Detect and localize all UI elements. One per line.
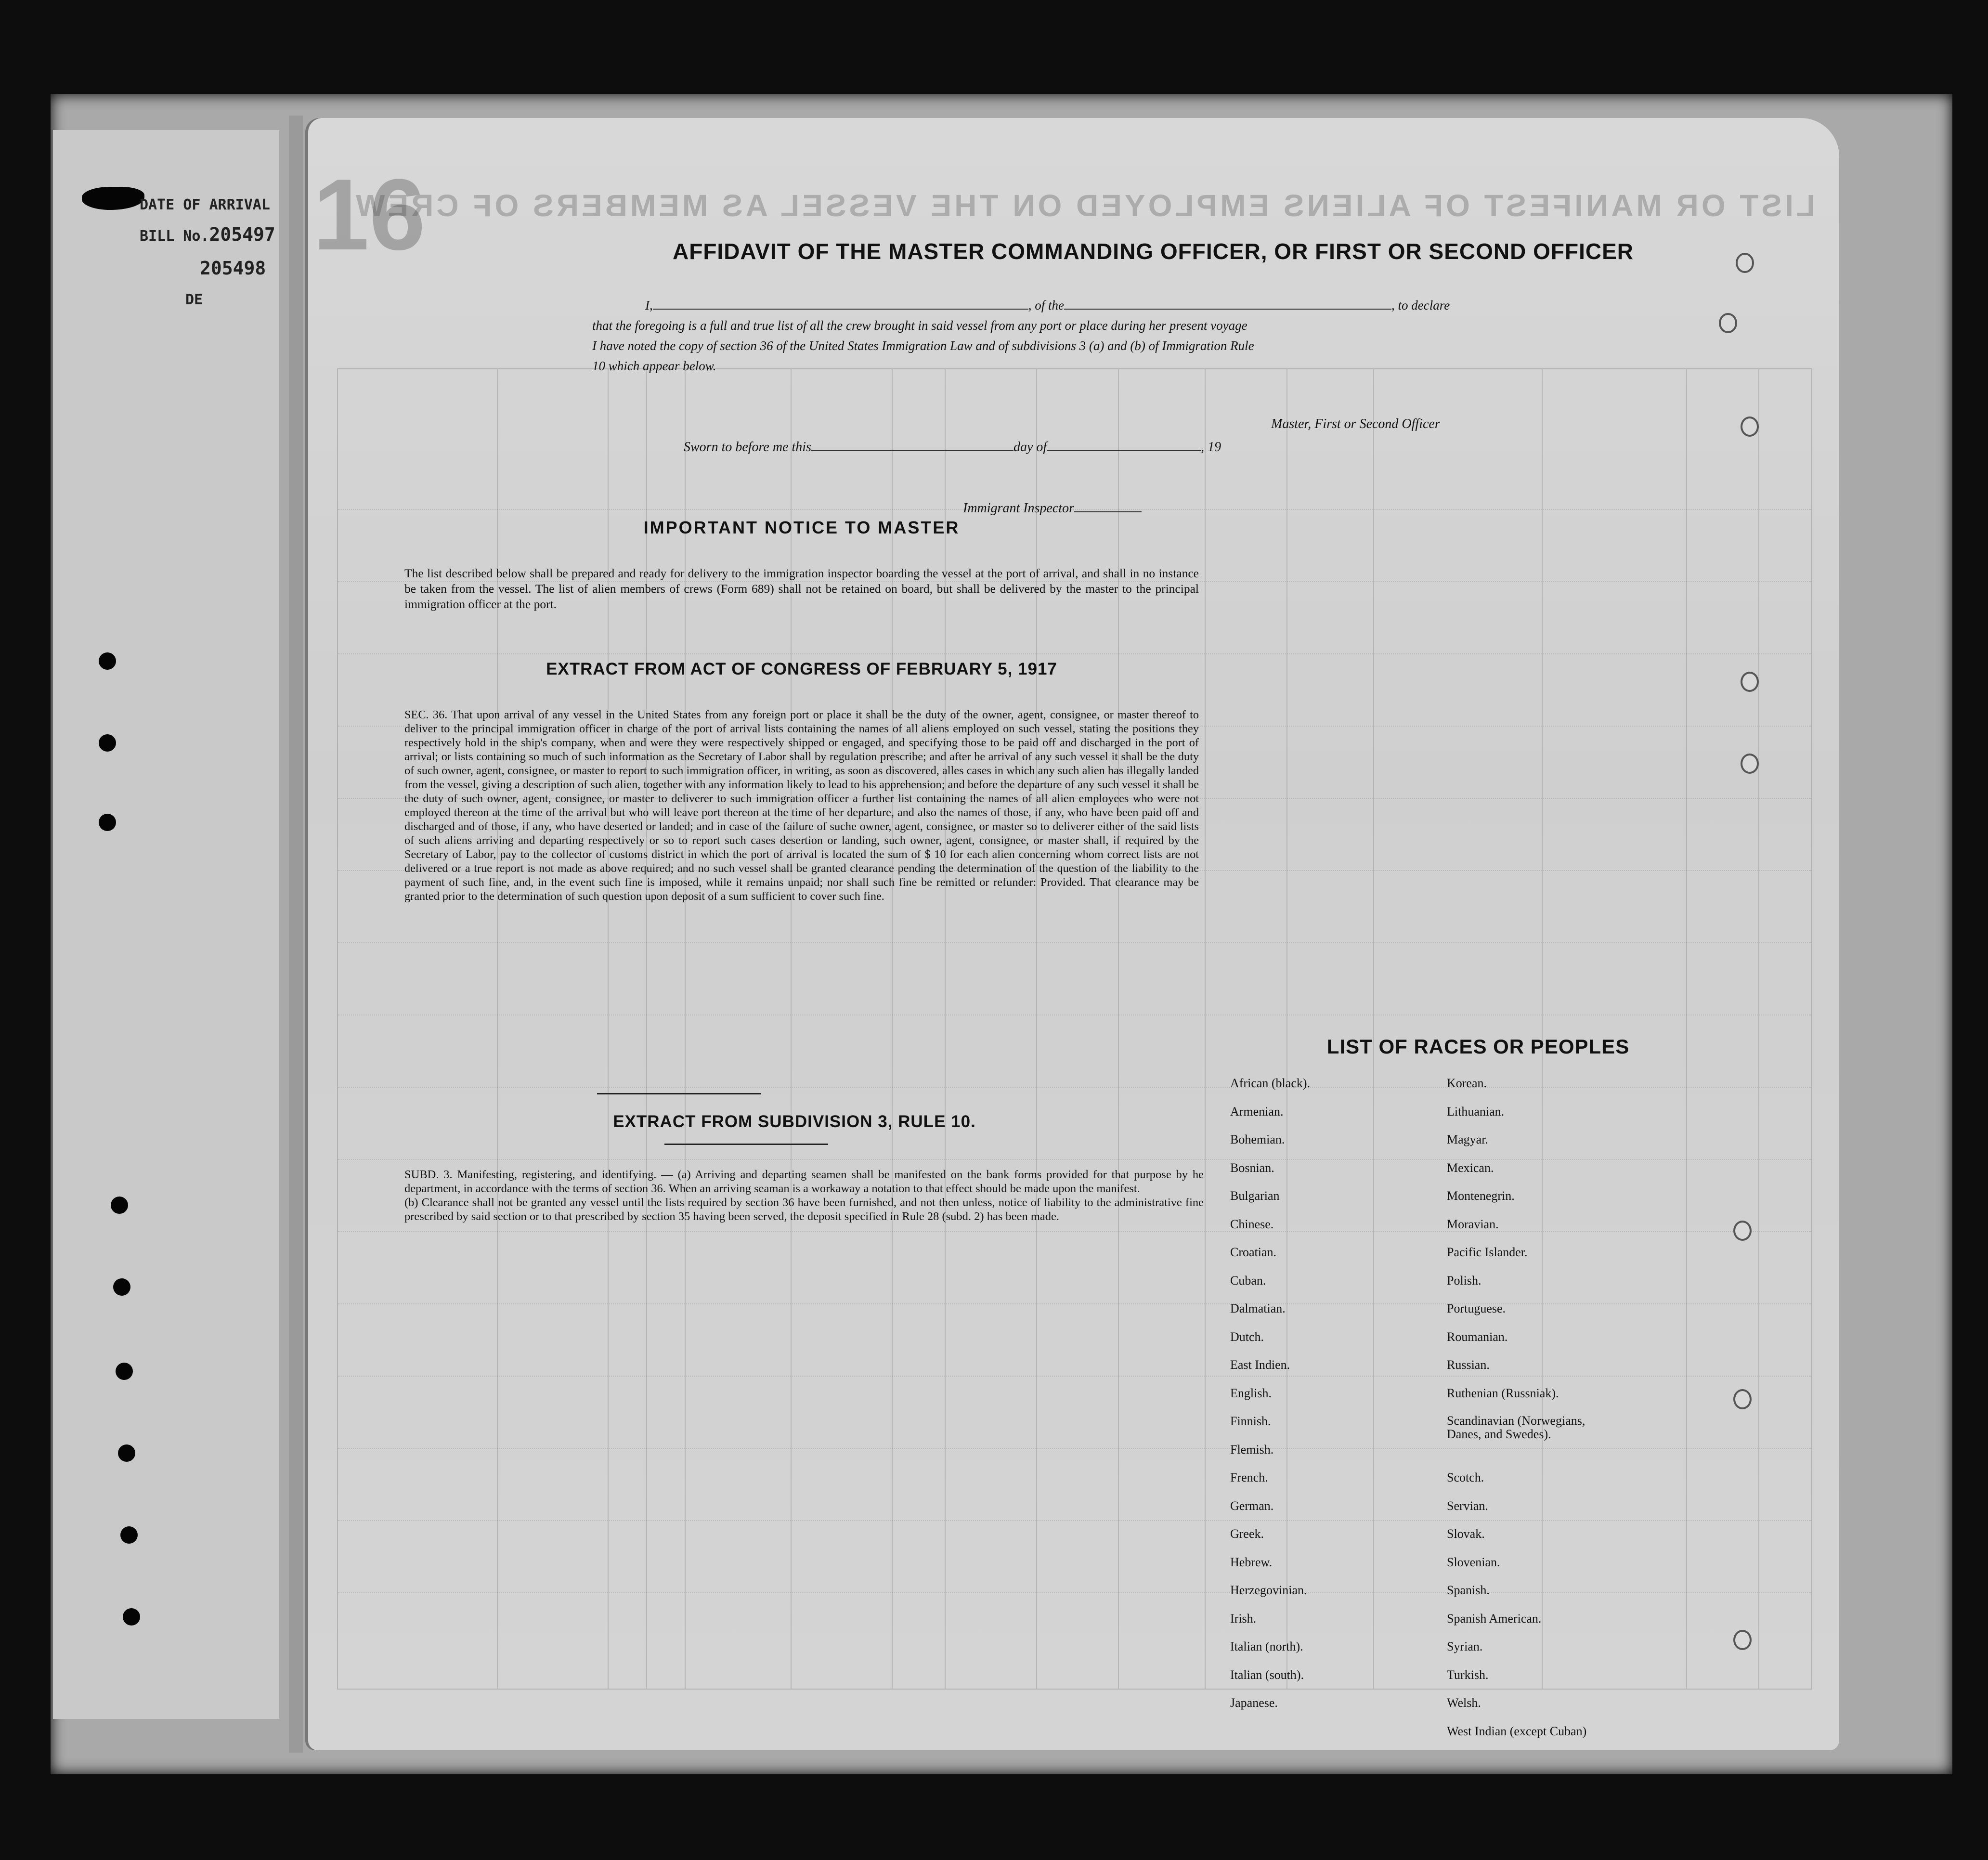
- race-item: English.: [1230, 1386, 1272, 1400]
- race-item: West Indian (except Cuban): [1447, 1724, 1587, 1738]
- punch-ring: [1741, 416, 1759, 437]
- affidavit-of-the: , of the: [1028, 298, 1064, 312]
- race-item: Bulgarian: [1230, 1189, 1280, 1203]
- binder-hole: [99, 734, 116, 752]
- binder-hole: [99, 814, 116, 831]
- race-item: Welsh.: [1447, 1696, 1481, 1710]
- sworn-line: [684, 440, 1221, 455]
- page-edge: [289, 116, 303, 1753]
- race-item: Flemish.: [1230, 1442, 1274, 1457]
- punch-ring: [1733, 1389, 1752, 1409]
- race-item: Mexican.: [1447, 1160, 1494, 1175]
- race-item: African (black).: [1230, 1076, 1311, 1090]
- binder-hole: [118, 1444, 135, 1462]
- binder-hole: [99, 652, 116, 670]
- affidavit-text: [592, 295, 1762, 376]
- rule-separator: [664, 1144, 828, 1145]
- race-item: East Indien.: [1230, 1358, 1290, 1372]
- sworn-day-blank: [811, 440, 1013, 451]
- race-item: Dalmatian.: [1230, 1301, 1286, 1315]
- inspector-line: [963, 501, 1142, 516]
- subdivision-para-a: SUBD. 3. Manifesting, registering, and identifying. — (a) Arriving and departing seamen shall be manifested on the bank forms provided for that purpose by he department, in accordance with the terms of section 36. When an arriving seaman is a workaway a notation to that effect should be made upon the manifest.: [404, 1168, 1204, 1195]
- bill-no-label: BILL No.: [140, 228, 209, 245]
- race-item: Scotch.: [1447, 1470, 1484, 1484]
- race-item: Slovak.: [1447, 1527, 1485, 1541]
- binder-hole: [111, 1197, 128, 1214]
- binder-hole: [123, 1608, 140, 1626]
- race-item: Scandinavian (Norwegians, Danes, and Swedes).: [1447, 1414, 1585, 1441]
- race-item: Italian (north).: [1230, 1639, 1303, 1653]
- race-item: Cuban.: [1230, 1273, 1266, 1288]
- name-blank: [653, 298, 1028, 310]
- race-item: Finnish.: [1230, 1414, 1271, 1428]
- left-margin-strip: [53, 130, 279, 1719]
- subdivision-para-b: (b) Clearance shall not be granted any vessel until the lists required by section 36 have been furnished, and not then unless, notice of liability to the administrative fine prescribed by said section or to that prescribed by section 35 having been served, the deposit specified in Rule 28 (subd. 2) has been made.: [404, 1196, 1204, 1223]
- race-item: Roumanian.: [1447, 1329, 1508, 1344]
- master-signature-label: Master, First or Second Officer: [1271, 416, 1440, 431]
- race-item: Slovenian.: [1447, 1555, 1500, 1569]
- affidavit-title: AFFIDAVIT OF THE MASTER COMMANDING OFFICER, OR FIRST OR SECOND OFFICER: [673, 239, 1634, 264]
- race-item: Japanese.: [1230, 1696, 1278, 1710]
- bill-no-1: 205497: [209, 224, 275, 245]
- race-item: Magyar.: [1447, 1132, 1488, 1146]
- notice-text: The list described below shall be prepared and ready for delivery to the immigration inspector boarding the vessel at the port of arrival, and shall in no instance be taken from the vessel. The list of alien members of crews (Form 689) shall not be retained on board, but shall be delivered by the master to the principal immigration officer at the port.: [404, 566, 1199, 611]
- ghost-column-line: [1373, 369, 1374, 1689]
- race-item: Moravian.: [1447, 1217, 1499, 1231]
- subdivision-text: [404, 1168, 1204, 1223]
- subdivision-title: EXTRACT FROM SUBDIVISION 3, RULE 10.: [613, 1112, 976, 1131]
- affidavit-line-4: 10 which appear below.: [592, 359, 716, 373]
- month-blank: [1047, 440, 1201, 451]
- inspector-label: Immigrant Inspector: [963, 501, 1074, 516]
- race-item: Russian.: [1447, 1358, 1490, 1372]
- ghost-column-line: [1758, 369, 1759, 1689]
- race-item: Lithuanian.: [1447, 1104, 1505, 1119]
- race-item: Polish.: [1447, 1273, 1481, 1288]
- race-item: Dutch.: [1230, 1329, 1264, 1344]
- races-right-column: [1447, 1076, 1601, 1750]
- race-item: Bohemian.: [1230, 1132, 1285, 1146]
- race-item: Irish.: [1230, 1611, 1257, 1626]
- day-of-label: day of: [1013, 440, 1047, 455]
- race-item: Montenegrin.: [1447, 1189, 1515, 1203]
- race-item: Bosnian.: [1230, 1160, 1274, 1175]
- ghost-column-line: [1686, 369, 1687, 1689]
- race-item: Chinese.: [1230, 1217, 1274, 1231]
- ghost-row-line: [338, 942, 1811, 943]
- affidavit-line-1: [592, 295, 1762, 315]
- race-item: Ruthenian (Russniak).: [1447, 1386, 1559, 1400]
- ghost-column-line: [1205, 369, 1206, 1689]
- affidavit-line-3: I have noted the copy of section 36 of the United States Immigration Law and of subdivisions 3 (a) and (b) of Immigration Rule: [592, 338, 1254, 353]
- race-item: Korean.: [1447, 1076, 1487, 1090]
- race-item: French.: [1230, 1470, 1268, 1484]
- race-item: Hebrew.: [1230, 1555, 1273, 1569]
- races-left-column: [1230, 1076, 1310, 1724]
- act-text: SEC. 36. That upon arrival of any vessel in the United States from any foreign port or place it shall be the duty of the owner, agent, consignee, or master thereof to deliver to the principal immigration officer in charge of the port of arrival lists containing the names of all aliens employed on such vessel, stating the positions they respectively hold in the ship's company, when and were they were respectively shipped or engaged, and specifying those to be paid off and discharged in the port of arrival; or lists containing so much of such information as the Secretary of Labor shall by regulation prescribe; and after he arrival of any such vessel it shall be the duty of such owner, agent, consignee, or master to report to such immigration officer, in writing, as soon as discovered, alles cases in which any such alien has illegally landed from the vessel, giving a description of such alien, together with any information likely to lead to his apprehension; and before the departure of any such vessel it shall be the duty of such owner, agent, consignee, or master to deliverer to such immigration officer a further list containing the names of all alien employees who were not employed thereon at the time of the arrival but who will leave port thereon at the time of her departure, and also the names of those, if any, who have been paid off and discharged and of those, if any, who have deserted or landed; and in case of the failure of suche owner, agent, consignee, or master so to deliverer either of the said lists of such aliens arriving and departing respectively or so to report such cases desertion or landing, such owner, agent, consignee, or master shall, if required by the Secretary of Labor, pay to the collector of customs district in which the port of arrival is located the sum of $ 10 for each alien concerning whom correct lists are not delivered or a true report is not made as above required; and no such vessel shall be granted clearance pending the determination of the question of the liability to the payment of such fine, and, in the event such fine is imposed, while it remains unpaid; nor shall such fine be remitted or refunder: Provided. That clearance may be granted prior to the determination of such question upon deposit of a sum sufficient to cover such fine.: [404, 708, 1199, 903]
- binder-hole: [120, 1526, 138, 1544]
- race-item: Spanish American.: [1447, 1611, 1542, 1626]
- act-title: EXTRACT FROM ACT OF CONGRESS OF FEBRUARY 5, 1917: [546, 660, 1057, 678]
- date-of-arrival-label: DATE OF ARRIVAL: [140, 196, 270, 213]
- bill-number-line: [140, 224, 275, 245]
- affidavit-to-declare: , to declare: [1391, 298, 1450, 312]
- race-item: Portuguese.: [1447, 1301, 1506, 1315]
- ghost-page-number: 16: [313, 158, 426, 271]
- race-item: Armenian.: [1230, 1104, 1284, 1119]
- binder-hole: [113, 1278, 130, 1296]
- punch-ring: [1733, 1630, 1752, 1650]
- punch-ring: [1741, 754, 1759, 774]
- inspector-blank: [1074, 502, 1142, 512]
- notice-title: IMPORTANT NOTICE TO MASTER: [643, 518, 960, 537]
- rule-separator: [597, 1093, 761, 1094]
- race-item: Herzegovinian.: [1230, 1583, 1307, 1597]
- sworn-label: Sworn to before me this: [684, 440, 811, 455]
- race-item: Spanish.: [1447, 1583, 1490, 1597]
- punch-ring: [1741, 672, 1759, 692]
- race-item: Syrian.: [1447, 1639, 1483, 1653]
- race-item: Pacific Islander.: [1447, 1245, 1528, 1259]
- punch-ring: [1733, 1221, 1752, 1241]
- bill-no-2: 205498: [200, 258, 266, 279]
- race-item: Greek.: [1230, 1527, 1264, 1541]
- year-prefix: , 19: [1201, 440, 1221, 455]
- race-item: German.: [1230, 1498, 1274, 1513]
- race-item: Turkish.: [1447, 1667, 1489, 1682]
- race-item: Italian (south).: [1230, 1667, 1304, 1682]
- manifest-page: [308, 118, 1839, 1750]
- affidavit-line-2: that the foregoing is a full and true list of all the crew brought in said vessel from any port or place during her present voyage: [592, 318, 1247, 333]
- binder-hole: [116, 1363, 133, 1380]
- ghost-manifest-title: LIST OR MANIFEST OF ALIENS EMPLOYED ON THE VESSEL AS MEMBERS OF CREW: [353, 188, 1815, 223]
- races-title: LIST OF RACES OR PEOPLES: [1326, 1035, 1630, 1058]
- ghost-row-line: [338, 653, 1811, 654]
- race-item: Croatian.: [1230, 1245, 1277, 1259]
- race-item: Servian.: [1447, 1498, 1488, 1513]
- de-label: DE: [185, 291, 203, 308]
- affidavit-i: I,: [645, 298, 653, 312]
- vessel-blank: [1064, 298, 1391, 310]
